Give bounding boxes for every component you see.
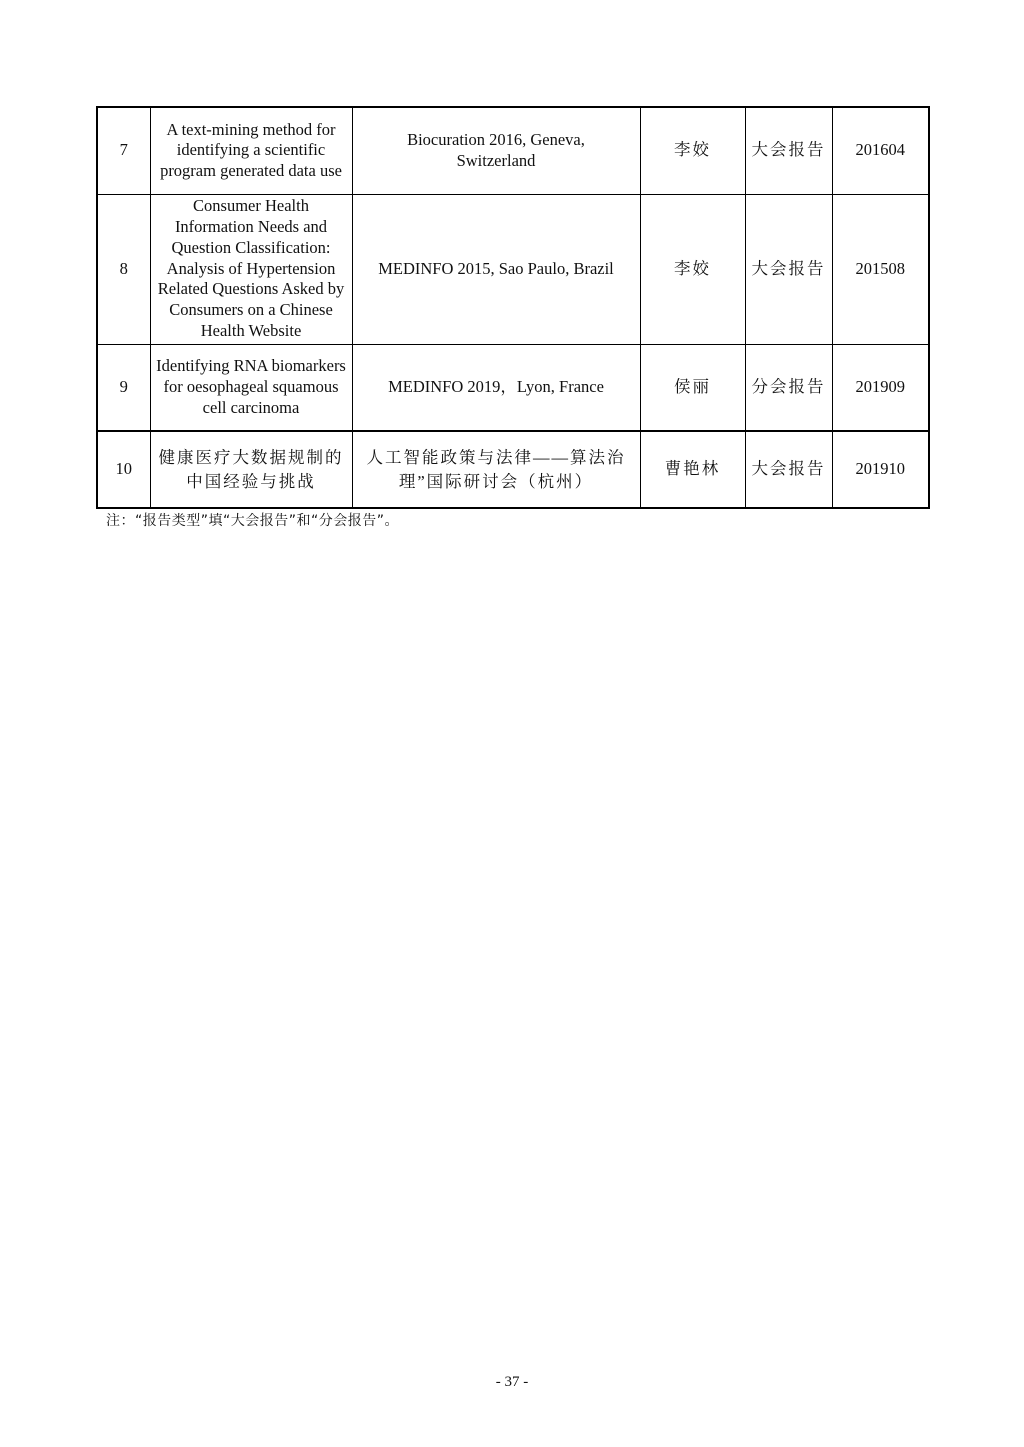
report-type: 分会报告 — [745, 344, 832, 431]
reporter-name: 侯丽 — [640, 344, 745, 431]
table-row — [97, 107, 929, 194]
table-row — [97, 194, 929, 344]
conference-venue: MEDINFO 2015, Sao Paulo, Brazil — [352, 194, 640, 344]
conference-venue: Biocuration 2016, Geneva, Switzerland — [352, 107, 640, 194]
report-date: 201910 — [832, 431, 929, 508]
reporter-name: 李姣 — [640, 107, 745, 194]
table-row — [97, 344, 929, 431]
report-date: 201909 — [832, 344, 929, 431]
report-type: 大会报告 — [745, 107, 832, 194]
conference-venue: 人工智能政策与法律——算法治理”国际研讨会（杭州） — [352, 431, 640, 508]
report-type: 大会报告 — [745, 194, 832, 344]
row-number: 7 — [97, 107, 150, 194]
report-title: 健康医疗大数据规制的中国经验与挑战 — [150, 431, 352, 508]
row-number: 10 — [97, 431, 150, 508]
report-title: Consumer Health Information Needs and Question Classification: Analysis of Hypertension Related Questions Asked by Consumers on a Chinese Health Website — [150, 194, 352, 344]
conference-venue: MEDINFO 2019，Lyon, France — [352, 344, 640, 431]
report-title: A text-mining method for identifying a scientific program generated data use — [150, 107, 352, 194]
reporter-name: 李姣 — [640, 194, 745, 344]
reporter-name: 曹艳林 — [640, 431, 745, 508]
row-number: 8 — [97, 194, 150, 344]
report-title: Identifying RNA biomarkers for oesophageal squamous cell carcinoma — [150, 344, 352, 431]
report-date: 201508 — [832, 194, 929, 344]
report-date: 201604 — [832, 107, 929, 194]
table-row — [97, 431, 929, 508]
report-table — [96, 106, 930, 509]
page-number: - 37 - — [495, 1374, 529, 1390]
row-number: 9 — [97, 344, 150, 431]
table-footnote: 注：“报告类型”填“大会报告”和“分会报告”。 — [106, 513, 400, 529]
report-type: 大会报告 — [745, 431, 832, 508]
